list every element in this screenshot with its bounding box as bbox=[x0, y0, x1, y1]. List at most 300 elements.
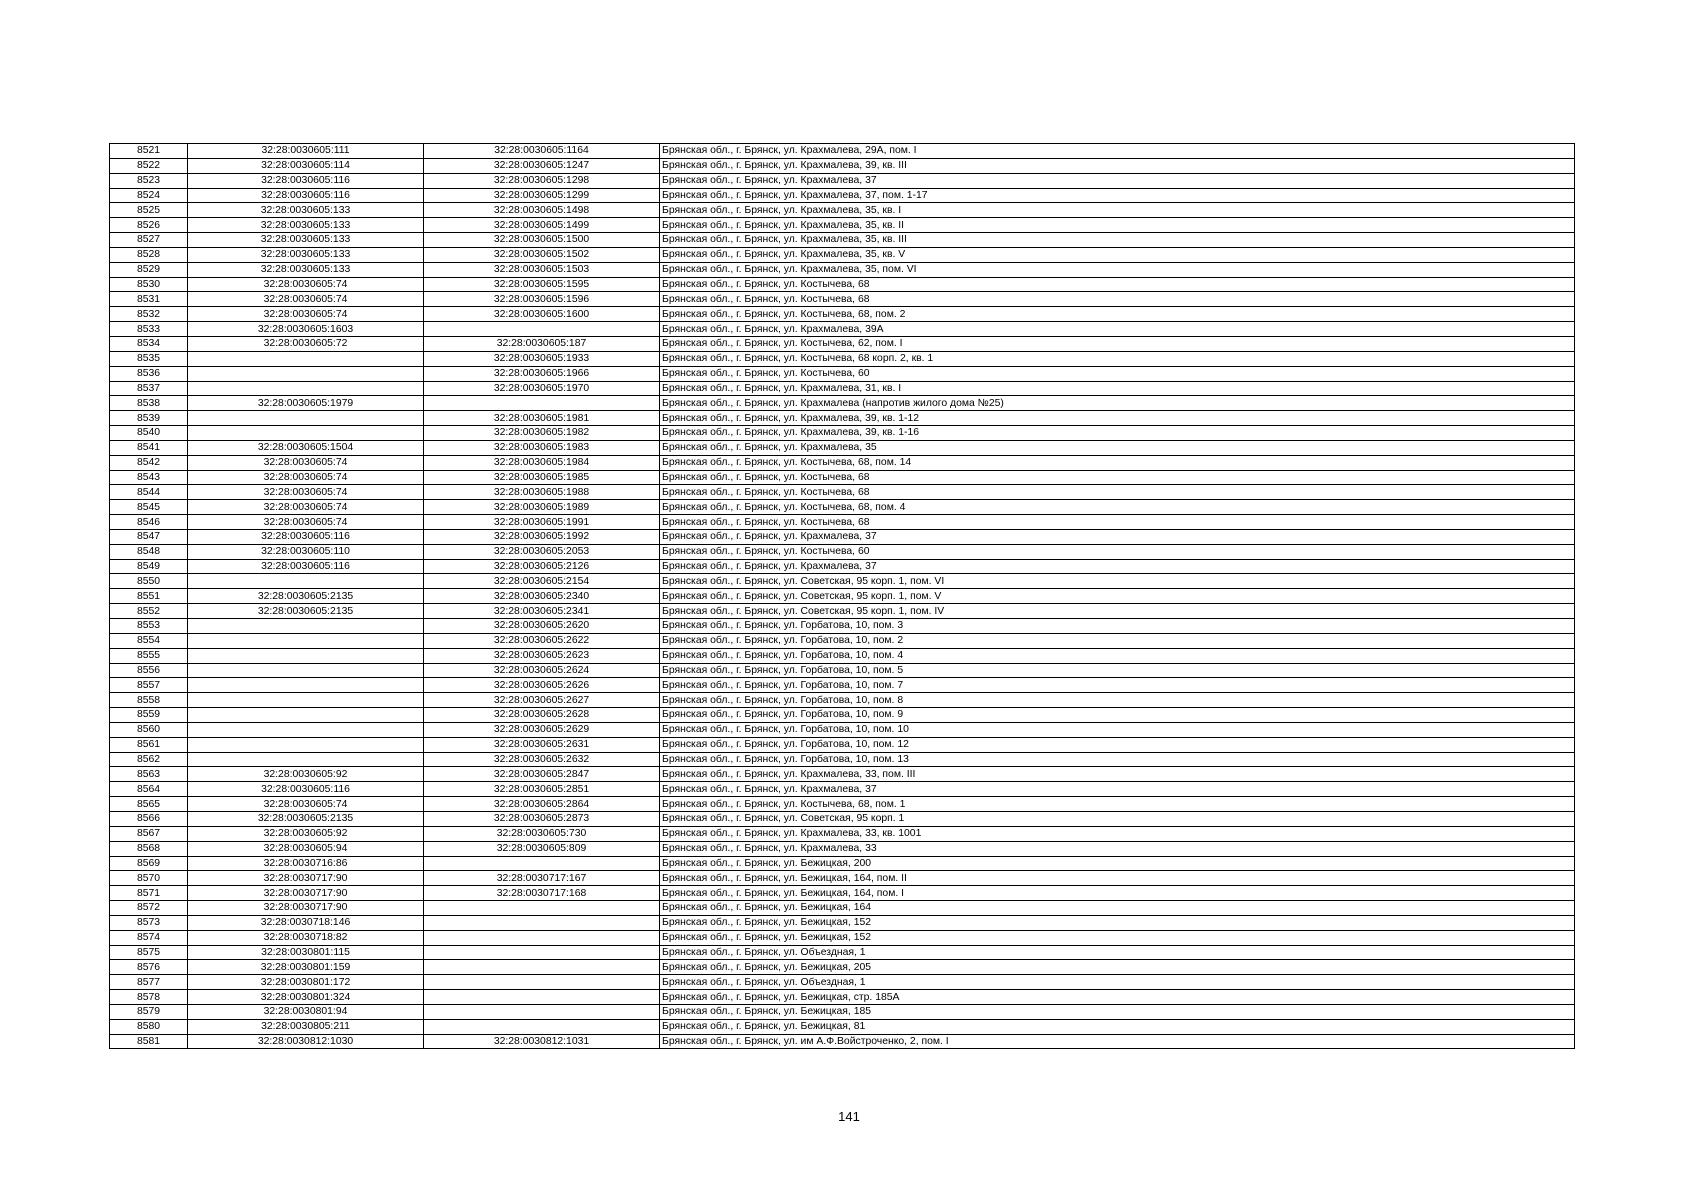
cadastral-parcel-cell: 32:28:0030605:74 bbox=[188, 515, 424, 530]
row-number-cell: 8533 bbox=[110, 322, 188, 337]
cadastral-parcel-cell: 32:28:0030605:92 bbox=[188, 826, 424, 841]
table-row bbox=[110, 351, 1575, 366]
row-number-cell: 8579 bbox=[110, 1004, 188, 1019]
table-row bbox=[110, 871, 1575, 886]
row-number-cell: 8554 bbox=[110, 633, 188, 648]
row-number-cell: 8566 bbox=[110, 811, 188, 826]
table-row bbox=[110, 826, 1575, 841]
cadastral-parcel-cell: 32:28:0030605:74 bbox=[188, 307, 424, 322]
cadastral-object-cell: 32:28:0030605:1503 bbox=[424, 262, 660, 277]
cadastral-parcel-cell: 32:28:0030717:90 bbox=[188, 886, 424, 901]
register-table-body bbox=[110, 144, 1575, 1049]
cadastral-object-cell: 32:28:0030605:2864 bbox=[424, 797, 660, 812]
row-number-cell: 8529 bbox=[110, 262, 188, 277]
cadastral-object-cell: 32:28:0030605:2873 bbox=[424, 811, 660, 826]
table-row bbox=[110, 381, 1575, 396]
row-number-cell: 8548 bbox=[110, 544, 188, 559]
table-row bbox=[110, 470, 1575, 485]
property-register-table bbox=[109, 143, 1575, 1049]
address-cell: Брянская обл., г. Брянск, ул. Костычева, 68, пом. 2 bbox=[660, 307, 1575, 322]
address-cell: Брянская обл., г. Брянск, ул. Горбатова, 10, пом. 13 bbox=[660, 752, 1575, 767]
address-cell: Брянская обл., г. Брянск, ул. Костычева, 68, пом. 4 bbox=[660, 500, 1575, 515]
address-cell: Брянская обл., г. Брянск, ул. Бежицкая, 164 bbox=[660, 901, 1575, 916]
cadastral-object-cell: 32:28:0030605:1933 bbox=[424, 351, 660, 366]
table-row bbox=[110, 619, 1575, 634]
row-number-cell: 8545 bbox=[110, 500, 188, 515]
address-cell: Брянская обл., г. Брянск, ул. Крахмалева, 39, кв. 1-12 bbox=[660, 411, 1575, 426]
cadastral-object-cell: 32:28:0030605:1966 bbox=[424, 366, 660, 381]
table-row bbox=[110, 663, 1575, 678]
cadastral-object-cell: 32:28:0030605:1982 bbox=[424, 426, 660, 441]
cadastral-parcel-cell bbox=[188, 411, 424, 426]
table-row bbox=[110, 574, 1575, 589]
cadastral-object-cell bbox=[424, 396, 660, 411]
row-number-cell: 8576 bbox=[110, 960, 188, 975]
row-number-cell: 8543 bbox=[110, 470, 188, 485]
table-row bbox=[110, 901, 1575, 916]
cadastral-object-cell bbox=[424, 975, 660, 990]
cadastral-object-cell bbox=[424, 1019, 660, 1034]
cadastral-parcel-cell: 32:28:0030605:74 bbox=[188, 485, 424, 500]
table-row bbox=[110, 559, 1575, 574]
cadastral-object-cell: 32:28:0030605:2341 bbox=[424, 604, 660, 619]
row-number-cell: 8570 bbox=[110, 871, 188, 886]
address-cell: Брянская обл., г. Брянск, ул. Горбатова, 10, пом. 10 bbox=[660, 722, 1575, 737]
row-number-cell: 8556 bbox=[110, 663, 188, 678]
address-cell: Брянская обл., г. Брянск, ул. Горбатова, 10, пом. 7 bbox=[660, 678, 1575, 693]
table-row bbox=[110, 188, 1575, 203]
row-number-cell: 8540 bbox=[110, 426, 188, 441]
cadastral-parcel-cell bbox=[188, 648, 424, 663]
address-cell: Брянская обл., г. Брянск, ул. Костычева, 68 bbox=[660, 292, 1575, 307]
cadastral-object-cell: 32:28:0030605:1983 bbox=[424, 440, 660, 455]
cadastral-parcel-cell: 32:28:0030718:82 bbox=[188, 930, 424, 945]
row-number-cell: 8546 bbox=[110, 515, 188, 530]
table-row bbox=[110, 1019, 1575, 1034]
table-row bbox=[110, 1034, 1575, 1049]
address-cell: Брянская обл., г. Брянск, ул. Горбатова, 10, пом. 12 bbox=[660, 737, 1575, 752]
cadastral-parcel-cell: 32:28:0030605:74 bbox=[188, 500, 424, 515]
cadastral-parcel-cell: 32:28:0030605:2135 bbox=[188, 811, 424, 826]
table-row bbox=[110, 648, 1575, 663]
address-cell: Брянская обл., г. Брянск, ул. Костычева, 68 bbox=[660, 470, 1575, 485]
cadastral-object-cell: 32:28:0030605:2126 bbox=[424, 559, 660, 574]
row-number-cell: 8524 bbox=[110, 188, 188, 203]
cadastral-object-cell: 32:28:0030717:167 bbox=[424, 871, 660, 886]
address-cell: Брянская обл., г. Брянск, ул. Крахмалева, 37 bbox=[660, 782, 1575, 797]
cadastral-parcel-cell bbox=[188, 619, 424, 634]
row-number-cell: 8547 bbox=[110, 529, 188, 544]
address-cell: Брянская обл., г. Брянск, ул. Горбатова, 10, пом. 5 bbox=[660, 663, 1575, 678]
table-row bbox=[110, 782, 1575, 797]
cadastral-parcel-cell bbox=[188, 426, 424, 441]
cadastral-object-cell: 32:28:0030605:2847 bbox=[424, 767, 660, 782]
table-row bbox=[110, 426, 1575, 441]
cadastral-parcel-cell: 32:28:0030605:111 bbox=[188, 144, 424, 159]
row-number-cell: 8549 bbox=[110, 559, 188, 574]
table-row bbox=[110, 262, 1575, 277]
row-number-cell: 8572 bbox=[110, 901, 188, 916]
address-cell: Брянская обл., г. Брянск, ул. Крахмалева, 37 bbox=[660, 173, 1575, 188]
cadastral-parcel-cell: 32:28:0030605:116 bbox=[188, 559, 424, 574]
row-number-cell: 8558 bbox=[110, 693, 188, 708]
table-row bbox=[110, 336, 1575, 351]
row-number-cell: 8577 bbox=[110, 975, 188, 990]
cadastral-parcel-cell: 32:28:0030717:90 bbox=[188, 901, 424, 916]
address-cell: Брянская обл., г. Брянск, ул. Крахмалева, 35, кв. V bbox=[660, 247, 1575, 262]
address-cell: Брянская обл., г. Брянск, ул. Крахмалева, 29А, пом. I bbox=[660, 144, 1575, 159]
address-cell: Брянская обл., г. Брянск, ул. Крахмалева, 35, кв. III bbox=[660, 233, 1575, 248]
address-cell: Брянская обл., г. Брянск, ул. Советская, 95 корп. 1, пом. VI bbox=[660, 574, 1575, 589]
cadastral-parcel-cell: 32:28:0030605:74 bbox=[188, 455, 424, 470]
cadastral-object-cell: 32:28:0030605:1984 bbox=[424, 455, 660, 470]
row-number-cell: 8561 bbox=[110, 737, 188, 752]
cadastral-parcel-cell bbox=[188, 633, 424, 648]
cadastral-parcel-cell: 32:28:0030605:133 bbox=[188, 218, 424, 233]
address-cell: Брянская обл., г. Брянск, ул. Крахмалева, 35, кв. II bbox=[660, 218, 1575, 233]
cadastral-object-cell: 32:28:0030605:2624 bbox=[424, 663, 660, 678]
address-cell: Брянская обл., г. Брянск, ул. Костычева, 62, пом. I bbox=[660, 336, 1575, 351]
address-cell: Брянская обл., г. Брянск, ул. им А.Ф.Войстроченко, 2, пом. I bbox=[660, 1034, 1575, 1049]
cadastral-object-cell: 32:28:0030605:1981 bbox=[424, 411, 660, 426]
cadastral-parcel-cell: 32:28:0030605:2135 bbox=[188, 589, 424, 604]
cadastral-parcel-cell bbox=[188, 693, 424, 708]
cadastral-object-cell: 32:28:0030605:1992 bbox=[424, 529, 660, 544]
cadastral-object-cell: 32:28:0030605:1989 bbox=[424, 500, 660, 515]
row-number-cell: 8564 bbox=[110, 782, 188, 797]
cadastral-parcel-cell: 32:28:0030605:1504 bbox=[188, 440, 424, 455]
cadastral-parcel-cell: 32:28:0030605:133 bbox=[188, 233, 424, 248]
row-number-cell: 8551 bbox=[110, 589, 188, 604]
table-row bbox=[110, 144, 1575, 159]
address-cell: Брянская обл., г. Брянск, ул. Крахмалева, 31, кв. I bbox=[660, 381, 1575, 396]
address-cell: Брянская обл., г. Брянск, ул. Крахмалева, 33, кв. 1001 bbox=[660, 826, 1575, 841]
address-cell: Брянская обл., г. Брянск, ул. Крахмалева, 35 bbox=[660, 440, 1575, 455]
row-number-cell: 8568 bbox=[110, 841, 188, 856]
table-row bbox=[110, 515, 1575, 530]
table-row bbox=[110, 396, 1575, 411]
table-row bbox=[110, 811, 1575, 826]
address-cell: Брянская обл., г. Брянск, ул. Крахмалева (напротив жилого дома №25) bbox=[660, 396, 1575, 411]
table-row bbox=[110, 708, 1575, 723]
cadastral-parcel-cell bbox=[188, 351, 424, 366]
cadastral-object-cell: 32:28:0030605:2154 bbox=[424, 574, 660, 589]
address-cell: Брянская обл., г. Брянск, ул. Советская, 95 корп. 1, пом. IV bbox=[660, 604, 1575, 619]
address-cell: Брянская обл., г. Брянск, ул. Костычева, 60 bbox=[660, 366, 1575, 381]
cadastral-parcel-cell: 32:28:0030605:116 bbox=[188, 173, 424, 188]
cadastral-parcel-cell: 32:28:0030716:86 bbox=[188, 856, 424, 871]
address-cell: Брянская обл., г. Брянск, ул. Горбатова, 10, пом. 2 bbox=[660, 633, 1575, 648]
address-cell: Брянская обл., г. Брянск, ул. Советская, 95 корп. 1, пом. V bbox=[660, 589, 1575, 604]
table-row bbox=[110, 292, 1575, 307]
cadastral-object-cell: 32:28:0030605:2622 bbox=[424, 633, 660, 648]
cadastral-parcel-cell: 32:28:0030805:211 bbox=[188, 1019, 424, 1034]
row-number-cell: 8522 bbox=[110, 158, 188, 173]
cadastral-object-cell: 32:28:0030605:187 bbox=[424, 336, 660, 351]
address-cell: Брянская обл., г. Брянск, ул. Горбатова, 10, пом. 3 bbox=[660, 619, 1575, 634]
cadastral-object-cell: 32:28:0030605:1988 bbox=[424, 485, 660, 500]
address-cell: Брянская обл., г. Брянск, ул. Костычева, 68 bbox=[660, 515, 1575, 530]
cadastral-object-cell: 32:28:0030605:1299 bbox=[424, 188, 660, 203]
table-row bbox=[110, 856, 1575, 871]
address-cell: Брянская обл., г. Брянск, ул. Крахмалева, 35, кв. I bbox=[660, 203, 1575, 218]
address-cell: Брянская обл., г. Брянск, ул. Бежицкая, 152 bbox=[660, 915, 1575, 930]
cadastral-object-cell: 32:28:0030605:1498 bbox=[424, 203, 660, 218]
address-cell: Брянская обл., г. Брянск, ул. Крахмалева, 37, пом. 1-17 bbox=[660, 188, 1575, 203]
cadastral-object-cell: 32:28:0030605:2620 bbox=[424, 619, 660, 634]
cadastral-object-cell: 32:28:0030605:2626 bbox=[424, 678, 660, 693]
cadastral-parcel-cell bbox=[188, 574, 424, 589]
cadastral-object-cell: 32:28:0030812:1031 bbox=[424, 1034, 660, 1049]
cadastral-parcel-cell: 32:28:0030605:133 bbox=[188, 262, 424, 277]
address-cell: Брянская обл., г. Брянск, ул. Бежицкая, стр. 185А bbox=[660, 990, 1575, 1005]
address-cell: Брянская обл., г. Брянск, ул. Костычева, 68 корп. 2, кв. 1 bbox=[660, 351, 1575, 366]
cadastral-object-cell: 32:28:0030605:1298 bbox=[424, 173, 660, 188]
table-row bbox=[110, 886, 1575, 901]
cadastral-object-cell: 32:28:0030605:1991 bbox=[424, 515, 660, 530]
cadastral-object-cell: 32:28:0030605:2629 bbox=[424, 722, 660, 737]
table-row bbox=[110, 307, 1575, 322]
cadastral-parcel-cell: 32:28:0030801:94 bbox=[188, 1004, 424, 1019]
address-cell: Брянская обл., г. Брянск, ул. Крахмалева, 35, пом. VI bbox=[660, 262, 1575, 277]
cadastral-parcel-cell: 32:28:0030605:1603 bbox=[188, 322, 424, 337]
cadastral-parcel-cell: 32:28:0030605:92 bbox=[188, 767, 424, 782]
table-row bbox=[110, 722, 1575, 737]
table-row bbox=[110, 544, 1575, 559]
cadastral-object-cell: 32:28:0030605:1500 bbox=[424, 233, 660, 248]
row-number-cell: 8581 bbox=[110, 1034, 188, 1049]
cadastral-parcel-cell: 32:28:0030605:133 bbox=[188, 247, 424, 262]
table-row bbox=[110, 960, 1575, 975]
row-number-cell: 8550 bbox=[110, 574, 188, 589]
row-number-cell: 8544 bbox=[110, 485, 188, 500]
address-cell: Брянская обл., г. Брянск, ул. Горбатова, 10, пом. 8 bbox=[660, 693, 1575, 708]
cadastral-object-cell bbox=[424, 1004, 660, 1019]
cadastral-parcel-cell: 32:28:0030605:1979 bbox=[188, 396, 424, 411]
cadastral-parcel-cell: 32:28:0030605:74 bbox=[188, 277, 424, 292]
cadastral-parcel-cell bbox=[188, 678, 424, 693]
table-row bbox=[110, 633, 1575, 648]
cadastral-parcel-cell: 32:28:0030801:115 bbox=[188, 945, 424, 960]
cadastral-object-cell bbox=[424, 322, 660, 337]
address-cell: Брянская обл., г. Брянск, ул. Крахмалева, 37 bbox=[660, 529, 1575, 544]
row-number-cell: 8538 bbox=[110, 396, 188, 411]
cadastral-object-cell bbox=[424, 945, 660, 960]
cadastral-object-cell: 32:28:0030605:2627 bbox=[424, 693, 660, 708]
cadastral-parcel-cell bbox=[188, 708, 424, 723]
address-cell: Брянская обл., г. Брянск, ул. Крахмалева, 33, пом. III bbox=[660, 767, 1575, 782]
cadastral-parcel-cell: 32:28:0030605:74 bbox=[188, 292, 424, 307]
table-row bbox=[110, 247, 1575, 262]
table-row bbox=[110, 455, 1575, 470]
row-number-cell: 8563 bbox=[110, 767, 188, 782]
page-number: 141 bbox=[838, 1109, 860, 1124]
cadastral-object-cell: 32:28:0030605:2631 bbox=[424, 737, 660, 752]
table-row bbox=[110, 485, 1575, 500]
cadastral-parcel-cell: 32:28:0030605:94 bbox=[188, 841, 424, 856]
cadastral-object-cell: 32:28:0030605:2632 bbox=[424, 752, 660, 767]
table-row bbox=[110, 233, 1575, 248]
cadastral-object-cell bbox=[424, 915, 660, 930]
cadastral-object-cell: 32:28:0030605:1600 bbox=[424, 307, 660, 322]
cadastral-parcel-cell: 32:28:0030605:110 bbox=[188, 544, 424, 559]
table-row bbox=[110, 158, 1575, 173]
table-row bbox=[110, 752, 1575, 767]
cadastral-object-cell: 32:28:0030605:1502 bbox=[424, 247, 660, 262]
row-number-cell: 8573 bbox=[110, 915, 188, 930]
cadastral-parcel-cell bbox=[188, 722, 424, 737]
row-number-cell: 8574 bbox=[110, 930, 188, 945]
row-number-cell: 8530 bbox=[110, 277, 188, 292]
cadastral-parcel-cell: 32:28:0030605:2135 bbox=[188, 604, 424, 619]
cadastral-object-cell: 32:28:0030605:730 bbox=[424, 826, 660, 841]
address-cell: Брянская обл., г. Брянск, ул. Бежицкая, 205 bbox=[660, 960, 1575, 975]
cadastral-object-cell: 32:28:0030605:1970 bbox=[424, 381, 660, 396]
table-row bbox=[110, 990, 1575, 1005]
address-cell: Брянская обл., г. Брянск, ул. Крахмалева, 39, кв. 1-16 bbox=[660, 426, 1575, 441]
cadastral-object-cell: 32:28:0030605:1985 bbox=[424, 470, 660, 485]
cadastral-parcel-cell: 32:28:0030801:159 bbox=[188, 960, 424, 975]
row-number-cell: 8567 bbox=[110, 826, 188, 841]
row-number-cell: 8523 bbox=[110, 173, 188, 188]
row-number-cell: 8580 bbox=[110, 1019, 188, 1034]
cadastral-parcel-cell: 32:28:0030801:172 bbox=[188, 975, 424, 990]
row-number-cell: 8531 bbox=[110, 292, 188, 307]
cadastral-object-cell: 32:28:0030605:2340 bbox=[424, 589, 660, 604]
table-row bbox=[110, 737, 1575, 752]
cadastral-object-cell: 32:28:0030605:2053 bbox=[424, 544, 660, 559]
row-number-cell: 8565 bbox=[110, 797, 188, 812]
row-number-cell: 8526 bbox=[110, 218, 188, 233]
cadastral-object-cell bbox=[424, 901, 660, 916]
table-row bbox=[110, 589, 1575, 604]
cadastral-parcel-cell bbox=[188, 752, 424, 767]
table-row bbox=[110, 366, 1575, 381]
row-number-cell: 8532 bbox=[110, 307, 188, 322]
address-cell: Брянская обл., г. Брянск, ул. Горбатова, 10, пом. 9 bbox=[660, 708, 1575, 723]
table-row bbox=[110, 411, 1575, 426]
cadastral-object-cell: 32:28:0030605:1595 bbox=[424, 277, 660, 292]
cadastral-object-cell bbox=[424, 990, 660, 1005]
cadastral-object-cell: 32:28:0030717:168 bbox=[424, 886, 660, 901]
address-cell: Брянская обл., г. Брянск, ул. Костычева, 68, пом. 1 bbox=[660, 797, 1575, 812]
table-row bbox=[110, 604, 1575, 619]
address-cell: Брянская обл., г. Брянск, ул. Бежицкая, 164, пом. II bbox=[660, 871, 1575, 886]
cadastral-parcel-cell bbox=[188, 366, 424, 381]
table-row bbox=[110, 218, 1575, 233]
table-row bbox=[110, 678, 1575, 693]
cadastral-parcel-cell: 32:28:0030801:324 bbox=[188, 990, 424, 1005]
address-cell: Брянская обл., г. Брянск, ул. Объездная, 1 bbox=[660, 945, 1575, 960]
row-number-cell: 8560 bbox=[110, 722, 188, 737]
address-cell: Брянская обл., г. Брянск, ул. Горбатова, 10, пом. 4 bbox=[660, 648, 1575, 663]
row-number-cell: 8521 bbox=[110, 144, 188, 159]
cadastral-parcel-cell bbox=[188, 381, 424, 396]
table-row bbox=[110, 975, 1575, 990]
row-number-cell: 8536 bbox=[110, 366, 188, 381]
cadastral-object-cell: 32:28:0030605:1596 bbox=[424, 292, 660, 307]
address-cell: Брянская обл., г. Брянск, ул. Крахмалева, 39А bbox=[660, 322, 1575, 337]
row-number-cell: 8557 bbox=[110, 678, 188, 693]
row-number-cell: 8537 bbox=[110, 381, 188, 396]
address-cell: Брянская обл., г. Брянск, ул. Костычева, 60 bbox=[660, 544, 1575, 559]
table-row bbox=[110, 945, 1575, 960]
address-cell: Брянская обл., г. Брянск, ул. Советская, 95 корп. 1 bbox=[660, 811, 1575, 826]
cadastral-parcel-cell bbox=[188, 737, 424, 752]
address-cell: Брянская обл., г. Брянск, ул. Костычева, 68 bbox=[660, 485, 1575, 500]
address-cell: Брянская обл., г. Брянск, ул. Объездная, 1 bbox=[660, 975, 1575, 990]
table-row bbox=[110, 173, 1575, 188]
cadastral-parcel-cell: 32:28:0030605:114 bbox=[188, 158, 424, 173]
table-row bbox=[110, 277, 1575, 292]
row-number-cell: 8542 bbox=[110, 455, 188, 470]
address-cell: Брянская обл., г. Брянск, ул. Бежицкая, 164, пом. I bbox=[660, 886, 1575, 901]
table-row bbox=[110, 440, 1575, 455]
address-cell: Брянская обл., г. Брянск, ул. Бежицкая, 200 bbox=[660, 856, 1575, 871]
address-cell: Брянская обл., г. Брянск, ул. Крахмалева, 39, кв. III bbox=[660, 158, 1575, 173]
table-row bbox=[110, 915, 1575, 930]
address-cell: Брянская обл., г. Брянск, ул. Бежицкая, 185 bbox=[660, 1004, 1575, 1019]
cadastral-parcel-cell: 32:28:0030605:116 bbox=[188, 782, 424, 797]
row-number-cell: 8569 bbox=[110, 856, 188, 871]
table-row bbox=[110, 1004, 1575, 1019]
row-number-cell: 8571 bbox=[110, 886, 188, 901]
cadastral-object-cell bbox=[424, 960, 660, 975]
table-row bbox=[110, 203, 1575, 218]
cadastral-parcel-cell: 32:28:0030812:1030 bbox=[188, 1034, 424, 1049]
row-number-cell: 8527 bbox=[110, 233, 188, 248]
cadastral-object-cell: 32:28:0030605:1499 bbox=[424, 218, 660, 233]
row-number-cell: 8534 bbox=[110, 336, 188, 351]
cadastral-object-cell: 32:28:0030605:2623 bbox=[424, 648, 660, 663]
row-number-cell: 8559 bbox=[110, 708, 188, 723]
table-row bbox=[110, 500, 1575, 515]
cadastral-parcel-cell: 32:28:0030605:74 bbox=[188, 470, 424, 485]
address-cell: Брянская обл., г. Брянск, ул. Костычева, 68, пом. 14 bbox=[660, 455, 1575, 470]
row-number-cell: 8541 bbox=[110, 440, 188, 455]
cadastral-parcel-cell: 32:28:0030605:74 bbox=[188, 797, 424, 812]
table-row bbox=[110, 322, 1575, 337]
cadastral-parcel-cell: 32:28:0030605:116 bbox=[188, 188, 424, 203]
table-row bbox=[110, 693, 1575, 708]
table-row bbox=[110, 529, 1575, 544]
cadastral-parcel-cell: 32:28:0030605:72 bbox=[188, 336, 424, 351]
cadastral-parcel-cell: 32:28:0030605:133 bbox=[188, 203, 424, 218]
cadastral-parcel-cell: 32:28:0030717:90 bbox=[188, 871, 424, 886]
row-number-cell: 8578 bbox=[110, 990, 188, 1005]
cadastral-object-cell: 32:28:0030605:809 bbox=[424, 841, 660, 856]
row-number-cell: 8528 bbox=[110, 247, 188, 262]
cadastral-parcel-cell: 32:28:0030718:146 bbox=[188, 915, 424, 930]
row-number-cell: 8575 bbox=[110, 945, 188, 960]
row-number-cell: 8562 bbox=[110, 752, 188, 767]
cadastral-object-cell: 32:28:0030605:1164 bbox=[424, 144, 660, 159]
address-cell: Брянская обл., г. Брянск, ул. Костычева, 68 bbox=[660, 277, 1575, 292]
table-row bbox=[110, 841, 1575, 856]
cadastral-object-cell: 32:28:0030605:2628 bbox=[424, 708, 660, 723]
row-number-cell: 8535 bbox=[110, 351, 188, 366]
row-number-cell: 8539 bbox=[110, 411, 188, 426]
cadastral-object-cell bbox=[424, 930, 660, 945]
cadastral-parcel-cell: 32:28:0030605:116 bbox=[188, 529, 424, 544]
address-cell: Брянская обл., г. Брянск, ул. Бежицкая, 152 bbox=[660, 930, 1575, 945]
table-row bbox=[110, 930, 1575, 945]
cadastral-object-cell: 32:28:0030605:1247 bbox=[424, 158, 660, 173]
cadastral-object-cell: 32:28:0030605:2851 bbox=[424, 782, 660, 797]
address-cell: Брянская обл., г. Брянск, ул. Крахмалева, 37 bbox=[660, 559, 1575, 574]
table-row bbox=[110, 767, 1575, 782]
cadastral-parcel-cell bbox=[188, 663, 424, 678]
